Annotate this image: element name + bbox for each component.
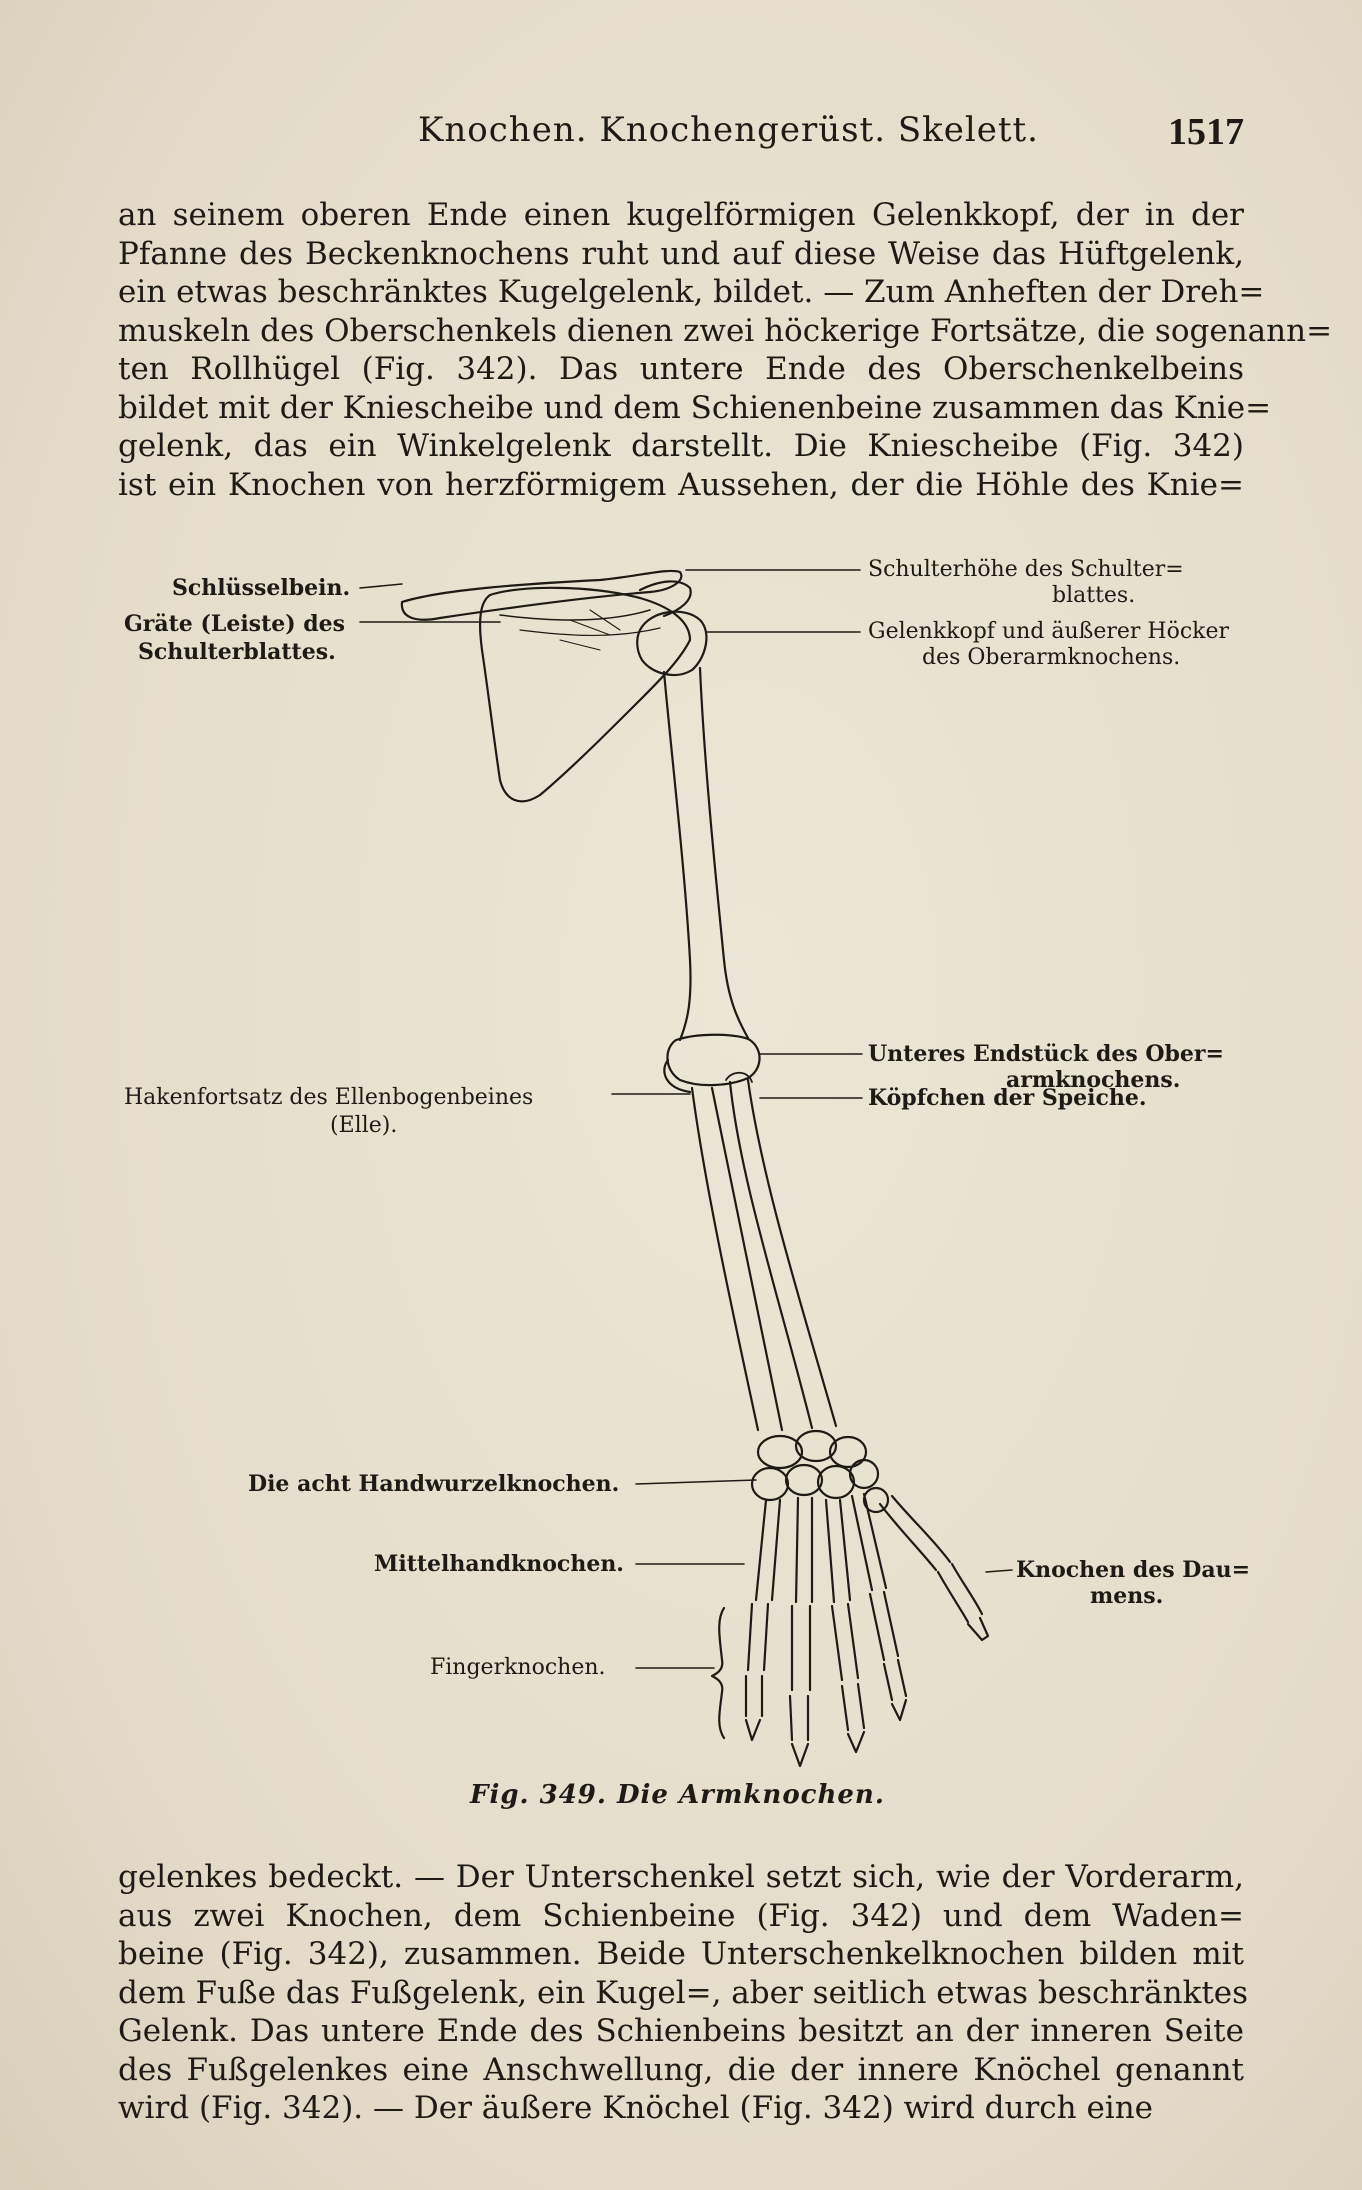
leader-lines	[360, 570, 1012, 1668]
page-header	[118, 110, 1244, 160]
label-humerus-lower-line1: Unteres Endstück des Ober=	[868, 1041, 1224, 1067]
label-thumb-line2: mens.	[1090, 1583, 1164, 1609]
metacarpal-bones	[756, 1494, 886, 1602]
label-scapula-spine-line1: Gräte (Leiste) des	[124, 611, 346, 637]
text-line: Pfanne des Beckenknochens ruht und auf diese Weise das Hüftgelenk,	[118, 235, 1244, 272]
text-line: ein etwas beschränktes Kugelgelenk, bildet. — Zum Anheften der Dreh=	[118, 274, 1265, 310]
text-line: des Fußgelenkes eine Anschwellung, die der innere Knöchel genannt	[118, 2051, 1244, 2088]
label-phalanges: Fingerknochen.	[430, 1655, 606, 1680]
label-thumb-line1: Knochen des Dau=	[1016, 1557, 1251, 1583]
text-line: bildet mit der Kniescheibe und dem Schienenbeine zusammen das Knie=	[118, 389, 1272, 426]
label-olecranon-line2: (Elle).	[330, 1113, 398, 1138]
label-metacarpals: Mittelhandknochen.	[374, 1551, 624, 1577]
thumb-bones	[880, 1496, 988, 1640]
label-acromion-line2: blattes.	[1052, 583, 1136, 608]
ulna-bone	[692, 1088, 782, 1430]
arm-skeleton-illustration	[0, 540, 1362, 1840]
text-line: an seinem oberen Ende einen kugelförmigen Gelenkkopf, der in der	[118, 197, 1244, 233]
label-olecranon-line1: Hakenfortsatz des Ellenbogenbeines	[124, 1085, 534, 1110]
text-line: dem Fuße das Fußgelenk, ein Kugel=, aber seitlich etwas beschränktes	[118, 1974, 1249, 2011]
label-clavicle: Schlüsselbein.	[172, 575, 351, 601]
text-line: Gelenk. Das untere Ende des Schienbeins besitzt an der inneren Seite	[118, 2013, 1244, 2049]
arm-bones-figure	[0, 540, 1362, 1840]
humerus-lower-end	[667, 1035, 759, 1085]
figure-caption: Fig. 349. Die Armknochen.	[470, 1780, 885, 1810]
phalanx-bones	[746, 1592, 906, 1766]
text-line: gelenk, das ein Winkelgelenk darstellt. Die Kniescheibe (Fig. 342)	[118, 428, 1244, 464]
text-line: ist ein Knochen von herzförmigem Aussehen, der die Höhle des Knie=	[118, 466, 1244, 503]
text-line: muskeln des Oberschenkels dienen zwei höckerige Fortsätze, die sogenann=	[118, 312, 1333, 349]
label-acromion-line1: Schulterhöhe des Schulter=	[868, 557, 1184, 582]
phalanges-brace	[712, 1608, 724, 1738]
paragraph-bottom	[118, 1858, 1249, 2128]
label-humerus-lower-line2: armknochens.	[1006, 1067, 1181, 1093]
running-head: Knochen. Knochengerüst. Skelett.	[418, 110, 1039, 150]
text-line: wird (Fig. 342). — Der äußere Knöchel (Fig. 342) wird durch eine	[118, 2090, 1154, 2126]
text-line: aus zwei Knochen, dem Schienbeine (Fig. 342) und dem Waden=	[118, 1897, 1244, 1934]
text-line: ten Rollhügel (Fig. 342). Das untere Ende des Oberschenkelbeins	[118, 351, 1244, 387]
label-scapula-spine-line2: Schulterblattes.	[138, 639, 336, 665]
text-line: gelenkes bedeckt. — Der Unterschenkel setzt sich, wie der Vorderarm,	[118, 1859, 1244, 1895]
text-line: beine (Fig. 342), zusammen. Beide Unterschenkelknochen bilden mit	[118, 1936, 1244, 1972]
humerus-bone	[664, 668, 748, 1040]
label-carpals: Die acht Handwurzelknochen.	[248, 1471, 620, 1497]
carpal-bones	[752, 1431, 888, 1512]
page-number: 1517	[1168, 111, 1244, 153]
label-humerus-head-line2: des Oberarmknochens.	[922, 645, 1181, 670]
paragraph-top	[118, 196, 1333, 504]
label-humerus-head-line1: Gelenkkopf und äußerer Höcker	[868, 619, 1230, 644]
label-radius-head: Köpfchen der Speiche.	[868, 1085, 1147, 1111]
